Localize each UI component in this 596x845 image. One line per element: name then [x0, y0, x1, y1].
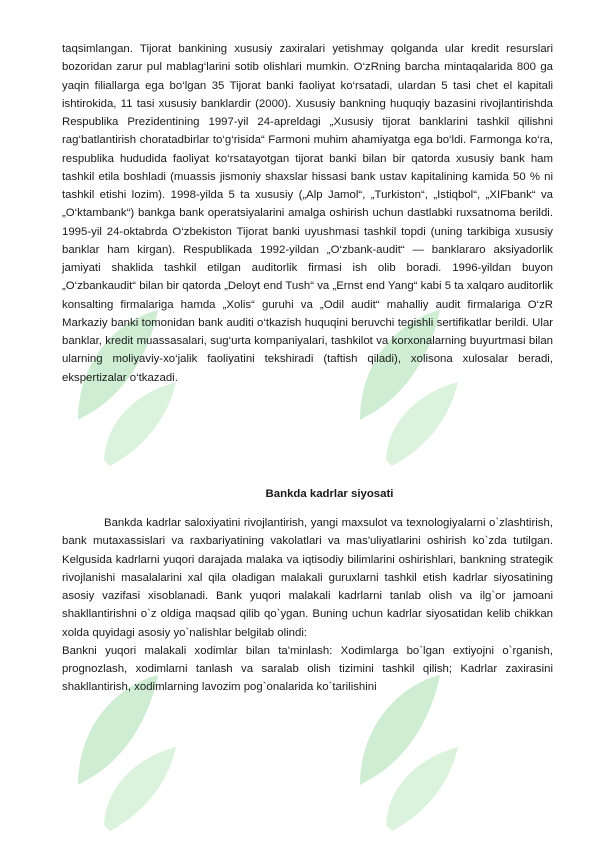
body-paragraph: Bankda kadrlar saloxiyatini rivojlantirish, yangi maxsulot va texnologiyalarni o`zlashtirish, bank mutaxassislari va raxbariyatining vakolatlari va mas'uliyatlarini oshirish ko`zda tutilgan. Kelgusida kadrlarni yuqori darajada malaka va iqtisodiy bilimlarini oshirishlari, bankning strategik rivojlanishi masalalarini xal qila oladigan malakali guruxlarni tashkil etish kadrlar siyosatining asosiy vazifasi xisoblanadi. Bank yuqori malakali kadrlarni tanlab olish va ilg`or jamoani shakllantirishni o`z oldiga maqsad qilib qo`ygan. Buning uchun kadrlar siyosatidan kelib chikkan xolda quyidagi asosiy yo`nalishlar belgilab olindi:: [62, 517, 553, 639]
section-spacer: [62, 387, 553, 485]
section-heading: Bankda kadrlar siyosati: [265, 487, 394, 500]
body-paragraph: Bankni yuqori malakali xodimlar bilan ta'minlash: Xodimlarga bo`lgan extiyojni o`rganish, prognozlash, xodimlarni tanlash va saralab olish tizimini tashkil qilish; Kadrlar zaxirasini shakllantirish, xodimlarning lavozim pog`onalarida ko`tarilishini: [62, 644, 553, 694]
body-paragraph: taqsimlangan. Tijorat bankining xususiy zaxiralari yetishmay qolganda ular kredit resurslari bozoridan zarur pul mablag‘larini sotib olishlari mumkin. O‘zRning barcha mintaqalarida 800 ga yaqin filiallarga ega bo‘lgan 35 Tijorat banki faoliyat ko‘rsatadi, ulardan 5 tasi chet el kapitali ishtirokida, 11 tasi xususiy banklardir (2000). Xususiy bankning huquqiy bazasini rivojlantirishda Respublika Prezidentining 1997-yil 24-apreldagi „Xususiy tijorat banklarini tashkil qilishni rag‘batlantirish choratadbirlar to‘g‘risida“ Farmoni muhim ahamiyatga ega bo‘ldi. Farmonga ko‘ra, respublika hududida faoliyat ko‘rsatayotgan tijorat banki bilan bir qatorda xususiy bank ham tashkil etila boshladi (muassis jismoniy shaxslar hissasi bank ustav kapitalining kamida 50 % ni tashkil etishi lozim). 1998-yilda 5 ta xususiy („Alp Jamol“, „Turkiston“, „Istiqbol“, „XIFbank“ va „O‘ktambank“) bankga bank operatsiyalarini amalga oshirish uchun dastlabki ruxsatnoma berildi. 1995-yil 24-oktabrda O‘zbekiston Tijorat banki uyushmasi tashkil topdi (uning tarkibiga xususiy banklar ham kirgan). Respublikada 1992-yildan „O‘zbank-audit“ — banklararo aksiyadorlik jamiyati shaklida tashkil etilgan auditorlik firmasi ish olib boradi. 1996-yildan buyon „O‘zbankaudit“ bilan bir qatorda „Deloyt end Tush“ va „Ernst end Yang“ kabi 5 ta xalqaro auditorlik konsalting firmalariga hamda „Xolis“ guruhi va „Odil audit“ mahalliy audit firmalariga O‘zR Markaziy banki tomonidan bank auditi o‘tkazish huquqini beruvchi tegishli sertifikatlar berildi. Ular banklar, kredit muassasalari, sug‘urta kompaniyalari, tashkilot va korxonalarning buyurtmasi bilan ularning moliyaviy-xo‘jalik faoliyatini tekshiradi (taftish qiladi), xolisona xulosalar beradi, ekspertizalar o‘tkazadi.: [62, 43, 553, 384]
document-body: [62, 40, 553, 697]
